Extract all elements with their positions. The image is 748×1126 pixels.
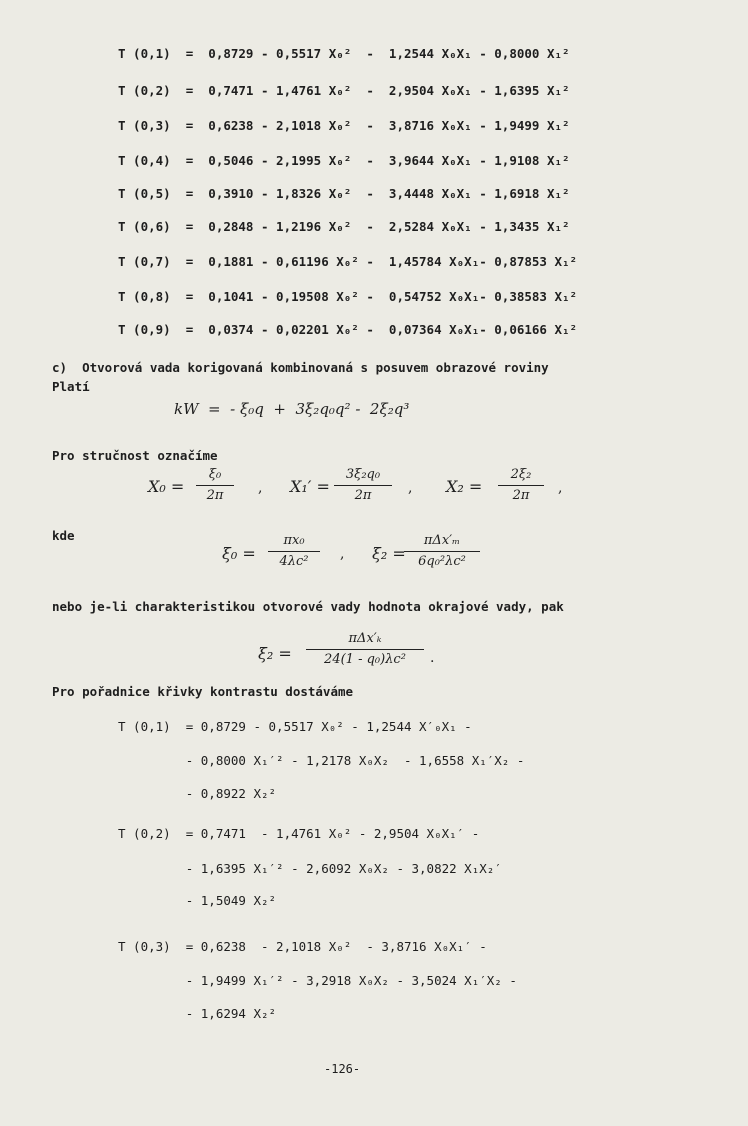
xi0-numerator: πx₀: [283, 533, 305, 548]
pro-poradnice-text: Pro pořadnice křivky kontrastu dostáváme: [52, 684, 354, 699]
table-row: T (0,1) = 0,8729 - 0,5517 X₀² - 1,2544 X₀X₁ - 0,8000 X₁²: [118, 46, 570, 61]
nebo-text: nebo je-li charakteristikou otvorové vady hodnota okrajové vady, pak: [52, 599, 564, 614]
fraction-bar: [196, 485, 234, 486]
table-row: T (0,3) = 0,6238 - 2,1018 X₀² - 3,8716 X₀X₁ - 1,9499 X₁²: [118, 118, 570, 133]
xi2-edge-numerator: πΔx′ₖ: [348, 631, 382, 646]
result-line: - 0,8000 X₁′² - 1,2178 X₀X₂ - 1,6558 X₁′X₂ -: [118, 753, 525, 768]
x1-fraction: [334, 466, 392, 505]
x1-denominator: 2π: [354, 488, 372, 503]
x2-numerator: 2ξ₂: [510, 467, 532, 482]
xi2-label: ξ₂ =: [372, 544, 406, 563]
page-number: -126-: [324, 1062, 361, 1076]
table-row: T (0,7) = 0,1881 - 0,61196 X₀² - 1,45784 X₀X₁- 0,87853 X₁²: [118, 254, 578, 269]
x0-numerator: ξ₀: [208, 467, 222, 482]
table-row: T (0,5) = 0,3910 - 1,8326 X₀² - 3,4448 X₀X₁ - 1,6918 X₁²: [118, 186, 570, 201]
xi0-fraction: [268, 532, 320, 571]
fraction-bar: [334, 485, 392, 486]
table-row: T (0,8) = 0,1041 - 0,19508 X₀² - 0,54752 X₀X₁- 0,38583 X₁²: [118, 289, 578, 304]
plati-label: Platí: [52, 379, 90, 394]
table-row: T (0,2) = 0,7471 - 1,4761 X₀² - 2,9504 X₀X₁ - 1,6395 X₁²: [118, 83, 570, 98]
fraction-bar: [306, 649, 424, 650]
xi2-numerator: πΔx′ₘ: [423, 533, 461, 548]
table-row: T (0,9) = 0,0374 - 0,02201 X₀² - 0,07364 X₀X₁- 0,06166 X₁²: [118, 322, 578, 337]
x1-label: X₁′ =: [290, 477, 330, 496]
result-line: - 1,6395 X₁′² - 2,6092 X₀X₂ - 3,0822 X₁X₂′: [118, 861, 502, 876]
pro-strucnost-text: Pro stručnost označíme: [52, 448, 218, 463]
xi2-edge-fraction: [306, 630, 424, 669]
result-line: T (0,1) = 0,8729 - 0,5517 X₀² - 1,2544 X′₀X₁ -: [118, 719, 472, 734]
fraction-bar: [404, 551, 480, 552]
fraction-bar: [498, 485, 544, 486]
xi2-edge-denominator: 24(1 - q₀)λc²: [324, 652, 406, 667]
document-page: T (0,1) = 0,8729 - 0,5517 X₀² - 1,2544 X₀X₁ - 0,8000 X₁² T (0,2) = 0,7471 - 1,4761 X₀² - 2,9504 X₀X₁ - 1,6395 X₁² T (0,3) = 0,6238 - 2,1018 X₀² - 3,8716 X₀X₁ - 1,9499 X₁² T (0,4) = 0,5046 - 2,1995 X₀² - 3,9644 X₀X₁ - 1,9108 X₁² T (0,5) = 0,3910 - 1,8326 X₀² - 3,4448 X₀X₁ - 1,6918 X₁² T (0,6) = 0,2848 - 1,2196 X₀² - 2,5284 X₀X₁ - 1,3435 X₁² T (0,7) = 0,1881 - 0,61196 X₀² - 1,45784 X₀X₁- 0,87853 X₁² T (0,8) = 0,1041 - 0,19508 X₀² - 0,54752 X₀X₁- 0,38583 X₁² T (0,9) = 0,0374 - 0,02201 X₀² - 0,07364 X₀X₁- 0,06166 X₁² c) Otvorová vada korigovaná kombinovaná s posuvem obrazové roviny Platí kW = - ξ₀q + 3ξ₂q₀q² - 2ξ₂q³ Pro stručnost označíme X₀ = ξ₀ 2π , X₁′ = 3ξ₂q₀ 2π , X₂ = 2ξ₂ 2π , kde ξ₀ = πx₀ 4λc² , ξ₂ = πΔx′ₘ 6q₀²λc² nebo je-li charakteristikou otvorové vady hodnota okrajové vady, pak ξ₂ = πΔx′ₖ 24(1 - q₀)λc² . Pro pořadnice křivky kontrastu dostáváme T (0,1) = 0,8729 - 0,5517 X₀² - 1,2544 X′₀X₁ - - 0,8000 X₁′² - 1,2178 X₀X₂ - 1,6558 X₁′X₂ - - 0,8922 X₂² T (0,2) = 0,7471 - 1,4761 X₀² - 2,9504 X₀X₁′ - - 1,6395 X₁′² - 2,6092 X₀X₂ - 3,0822 X₁X₂′ - 1,5049 X₂² T (0,3) = 0,6238 - 2,1018 X₀² - 3,8716 X₀X₁′ - - 1,9499 X₁′² - 3,2918 X₀X₂ - 3,5024 X₁′X₂ - - 1,6294 X₂² -126-: [52, 46, 578, 1076]
kde-label: kde: [52, 528, 75, 543]
xi2-denominator: 6q₀²λc²: [418, 554, 466, 569]
result-line: - 1,5049 X₂²: [118, 893, 277, 908]
result-line: - 1,6294 X₂²: [118, 1006, 277, 1021]
table-row: T (0,6) = 0,2848 - 1,2196 X₀² - 2,5284 X₀X₁ - 1,3435 X₁²: [118, 219, 570, 234]
x2-denominator: 2π: [512, 488, 530, 503]
result-line: - 0,8922 X₂²: [118, 786, 277, 801]
x0-fraction: [196, 466, 234, 505]
xi0-label: ξ₀ =: [222, 544, 256, 563]
xi2-edge-label: ξ₂ =: [258, 644, 292, 663]
x0-label: X₀ =: [148, 477, 185, 496]
table-row: T (0,4) = 0,5046 - 2,1995 X₀² - 3,9644 X₀X₁ - 1,9108 X₁²: [118, 153, 570, 168]
x2-label: X₂ =: [446, 477, 483, 496]
wave-aberration-formula: kW = - ξ₀q + 3ξ₂q₀q² - 2ξ₂q³: [174, 400, 410, 418]
x0-denominator: 2π: [206, 488, 224, 503]
result-line: - 1,9499 X₁′² - 3,2918 X₀X₂ - 3,5024 X₁′X₂ -: [118, 973, 517, 988]
fraction-bar: [268, 551, 320, 552]
section-heading: c) Otvorová vada korigovaná kombinovaná s posuvem obrazové roviny: [52, 360, 549, 375]
x2-fraction: [498, 466, 544, 505]
xi2-fraction: [404, 532, 480, 571]
x1-numerator: 3ξ₂q₀: [345, 467, 381, 482]
result-line: T (0,3) = 0,6238 - 2,1018 X₀² - 3,8716 X₀X₁′ -: [118, 939, 487, 954]
result-line: T (0,2) = 0,7471 - 1,4761 X₀² - 2,9504 X₀X₁′ -: [118, 826, 480, 841]
xi0-denominator: 4λc²: [279, 554, 309, 569]
